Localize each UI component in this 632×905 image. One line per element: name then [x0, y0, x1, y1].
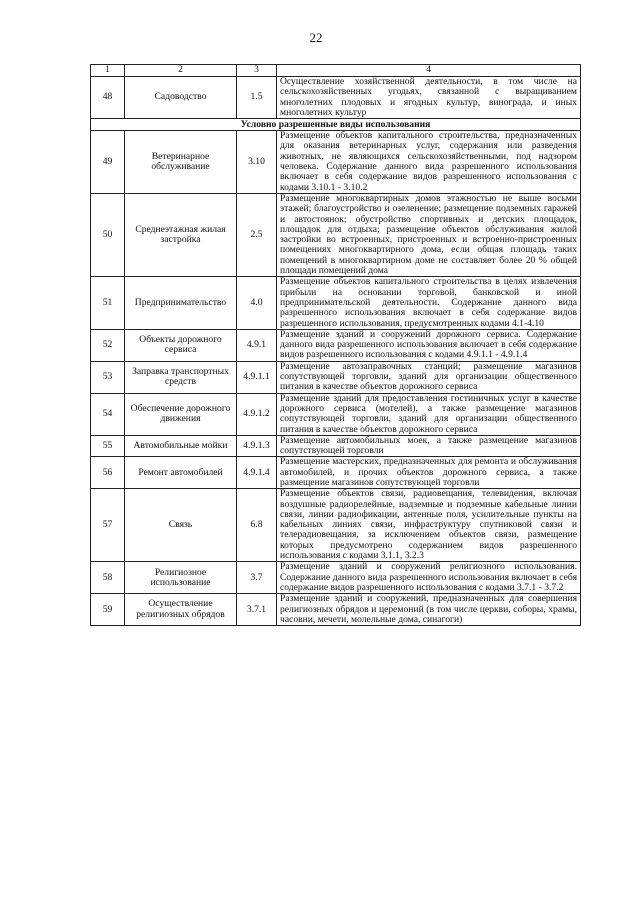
row-name: Обеспечение дорожного движения: [125, 393, 237, 435]
row-number: 56: [91, 457, 125, 489]
land-use-table: [90, 64, 581, 626]
row-description: Размещение зданий и сооружений дорожного сервиса. Содержание данного вида разрешенного использования включает в себя содержание видов разрешенного использования с кодами 4.9.1.1 - 4.9.1.4: [277, 329, 581, 361]
table-row: [91, 77, 581, 119]
row-name: Осуществление религиозных обрядов: [125, 594, 237, 626]
header-cell: 3: [237, 65, 277, 77]
row-code: 1.5: [237, 77, 277, 119]
table-row: [91, 361, 581, 393]
row-number: 58: [91, 562, 125, 594]
row-number: 48: [91, 77, 125, 119]
row-code: 4.0: [237, 277, 277, 329]
row-description: Размещение зданий и сооружений, предназначенных для совершения религиозных обрядов и церемоний (в том числе церкви, соборы, храмы, часовни, мечети, молельные дома, синагоги): [277, 594, 581, 626]
row-description: Осуществление хозяйственной деятельности, в том числе на сельскохозяйственных угодьях, связанной с выращиванием многолетних плодовых и ягодных культур, винограда, и иных многолетних культур: [277, 77, 581, 119]
row-name: Автомобильные мойки: [125, 435, 237, 457]
row-code: 3.7.1: [237, 594, 277, 626]
table-row: [91, 489, 581, 562]
row-name: Среднеэтажная жилая застройка: [125, 193, 237, 276]
row-name: Заправка транспортных средств: [125, 361, 237, 393]
row-code: 4.9.1: [237, 329, 277, 361]
row-description: Размещение автозаправочных станций; размещение магазинов сопутствующей торговли, зданий для организации общественного питания в качестве объектов дорожного сервиса: [277, 361, 581, 393]
row-number: 59: [91, 594, 125, 626]
table-header-row: [91, 65, 581, 77]
row-description: Размещение зданий и сооружений религиозного использования. Содержание данного вида разрешенного использования включает в себя содержание видов разрешенного использования с кодами 3.7.1 - 3.7.2: [277, 562, 581, 594]
row-name: Садоводство: [125, 77, 237, 119]
row-description: Размещение многоквартирных домов этажностью не выше восьми этажей; благоустройство и озеленение; размещение подземных гаражей и автостоянок; обустройство спортивных и детских площадок, площадок для отдыха; размещение объектов обслуживания жилой застройки во встроенных, пристроенных и встроенно-пристроенных помещениях многоквартирного дома, если общая площадь таких помещений в многоквартирном доме не составляет более 20 % общей площади помещений дома: [277, 193, 581, 276]
table-row: [91, 131, 581, 194]
table-row: [91, 277, 581, 329]
row-description: Размещение зданий для предоставления гостиничных услуг в качестве дорожного сервиса (мотелей), а также размещение магазинов сопутствующей торговли, зданий для организации общественного питания в качестве объектов дорожного сервиса: [277, 393, 581, 435]
row-code: 3.7: [237, 562, 277, 594]
row-name: Ремонт автомобилей: [125, 457, 237, 489]
row-number: 57: [91, 489, 125, 562]
table-row: [91, 193, 581, 276]
row-number: 49: [91, 131, 125, 194]
row-name: Объекты дорожного сервиса: [125, 329, 237, 361]
page-number: 22: [309, 30, 323, 45]
row-description: Размещение объектов связи, радиовещания, телевидения, включая воздушные радиорелейные, надземные и подземные кабельные линии связи, линии радиофикации, антенные поля, усилительные пункты на кабельных линиях связи, инфраструктуру спутниковой связи и телерадиовещания, за исключением объектов связи, размещение которых предусмотрено содержанием видов разрешенного использования с кодами 3.1.1, 3.2.3: [277, 489, 581, 562]
row-number: 50: [91, 193, 125, 276]
row-code: 3.10: [237, 131, 277, 194]
row-code: 2.5: [237, 193, 277, 276]
header-cell: 2: [125, 65, 237, 77]
row-name: Связь: [125, 489, 237, 562]
row-name: Ветеринарное обслуживание: [125, 131, 237, 194]
table-row: [91, 435, 581, 457]
row-name: Религиозное использование: [125, 562, 237, 594]
section-row: [91, 119, 581, 131]
row-description: Размещение объектов капитального строительства, предназначенных для оказания ветеринарных услуг, содержания или разведения животных, не являющихся сельскохозяйственными, под надзором человека. Содержание данного вида разрешенного использования включает в себя содержание видов разрешенного использования с кодами 3.10.1 - 3.10.2: [277, 131, 581, 194]
row-number: 53: [91, 361, 125, 393]
row-code: 4.9.1.4: [237, 457, 277, 489]
row-number: 51: [91, 277, 125, 329]
row-number: 54: [91, 393, 125, 435]
table-row: [91, 457, 581, 489]
row-description: Размещение объектов капитального строительства в целях извлечения прибыли на основании торговой, банковской и иной предпринимательской деятельности. Содержание данного вида разрешенного использования включает в себя содержание видов разрешенного использования, предусмотренных кодами 4.1-4.10: [277, 277, 581, 329]
section-title: Условно разрешенные виды использования: [91, 119, 581, 131]
row-number: 52: [91, 329, 125, 361]
table-row: [91, 329, 581, 361]
row-code: 4.9.1.2: [237, 393, 277, 435]
row-description: Размещение автомобильных моек, а также размещение магазинов сопутствующей торговли: [277, 435, 581, 457]
table-row: [91, 594, 581, 626]
table-row: [91, 562, 581, 594]
table-row: [91, 393, 581, 435]
row-code: 6.8: [237, 489, 277, 562]
row-code: 4.9.1.3: [237, 435, 277, 457]
row-name: Предпринимательство: [125, 277, 237, 329]
row-description: Размещение мастерских, предназначенных для ремонта и обслуживания автомобилей, и прочих объектов дорожного сервиса, а также размещение магазинов сопутствующей торговли: [277, 457, 581, 489]
header-cell: 1: [91, 65, 125, 77]
row-number: 55: [91, 435, 125, 457]
header-cell: 4: [277, 65, 581, 77]
row-code: 4.9.1.1: [237, 361, 277, 393]
